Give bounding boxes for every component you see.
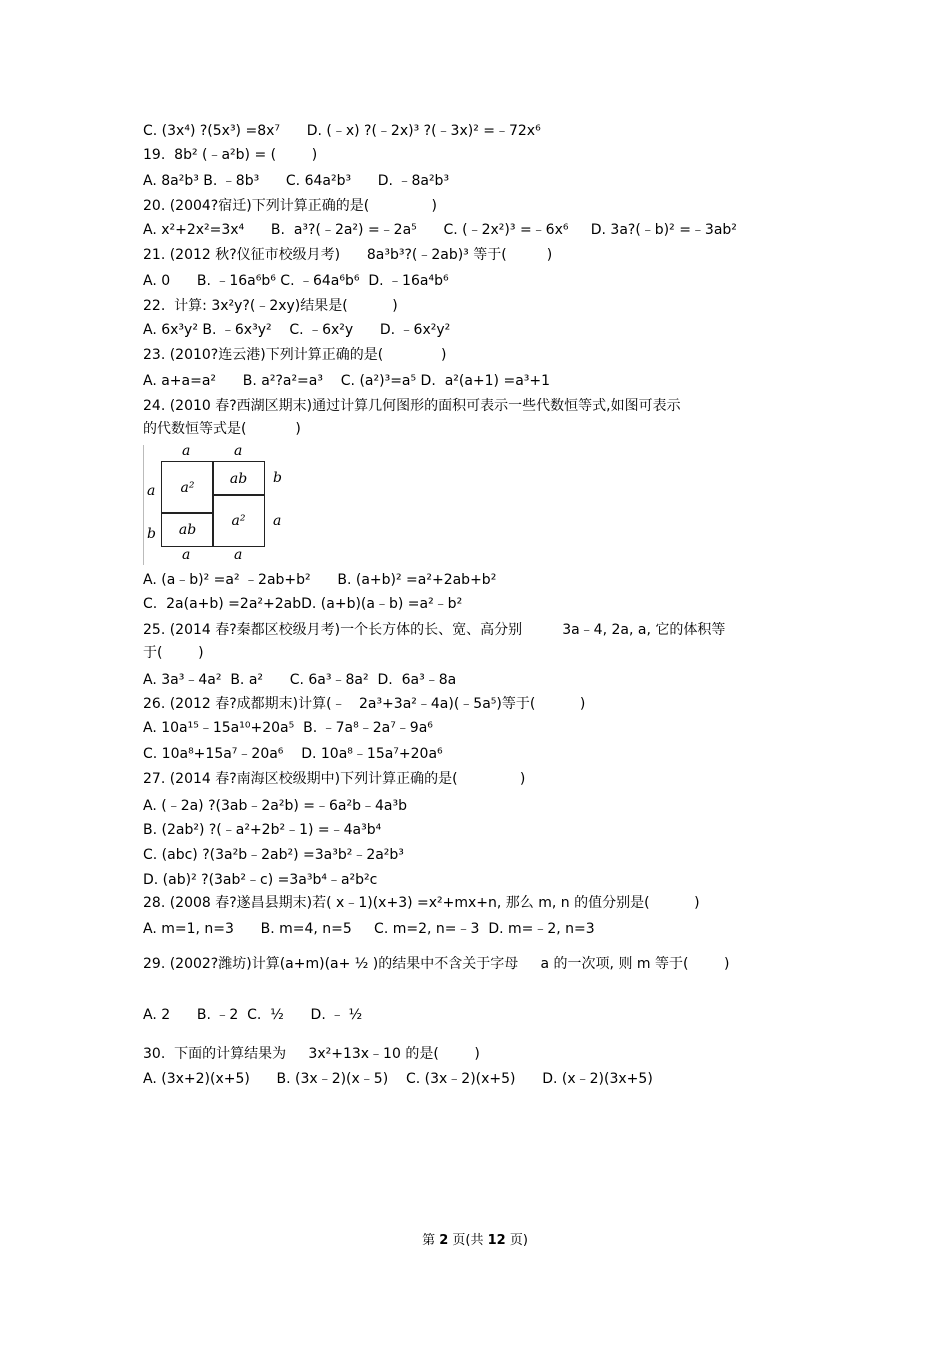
line-19: A. 10a¹⁵﹣15a¹⁰+20a⁵ B. ﹣7a⁸﹣2a⁷﹣9a⁶	[143, 720, 433, 736]
line-8: A. 6x³y² B. ﹣6x³y² C. ﹣6x²y D. ﹣6x²y²	[143, 322, 451, 338]
line-1: 19. 8b² (﹣a²b) = ( )	[143, 147, 318, 163]
line-4: A. x²+2x²=3x⁴ B. a³?(﹣2a²) =﹣2a⁵ C. (﹣2x²)³ =﹣6x⁶ D. 3a?(﹣b)² =﹣3ab²	[143, 222, 737, 238]
line-31: A. (3x+2)(x+5) B. (3x﹣2)(x﹣5) C. (3x﹣2)(x+5) D. (x﹣2)(3x+5)	[143, 1071, 653, 1087]
line-18: 26. (2012 春?成都期末)计算(﹣ 2a³+3a²﹣4a)(﹣5a⁵)等于( )	[143, 696, 586, 712]
line-21: 27. (2014 春?南海区校级期中)下列计算正确的是( )	[143, 771, 526, 787]
line-13: A. (a﹣b)² =a² ﹣2ab+b² B. (a+b)² =a²+2ab+b²	[143, 572, 497, 588]
line-22: A. (﹣2a) ?(3ab﹣2a²b) =﹣6a²b﹣4a³b	[143, 798, 407, 814]
line-25: D. (ab)² ?(3ab²﹣c) =3a³b⁴﹣a²b²c	[143, 872, 378, 888]
line-15: 25. (2014 春?秦都区校级月考)一个长方体的长、宽、高分别 3a﹣4, 2a, a, 它的体积等	[143, 622, 726, 638]
fig-top-label: a	[234, 443, 243, 459]
fig-top-label: a	[182, 443, 191, 459]
fig-cell-ab-bottom: ab	[161, 512, 214, 547]
line-17: A. 3a³﹣4a² B. a² C. 6a³﹣8a² D. 6a³﹣8a	[143, 672, 457, 688]
line-29: A. 2 B. ﹣2 C. ½ D. ﹣ ½	[143, 1007, 363, 1023]
line-28: 29. (2002?潍坊)计算(a+m)(a+ ½ )的结果中不含关于字母 a 的一次项, 则 m 等于( )	[143, 956, 730, 972]
line-24: C. (abc) ?(3a²b﹣2ab²) =3a³b²﹣2a²b³	[143, 847, 404, 863]
line-6: A. 0 B. ﹣16a⁶b⁶ C. ﹣64a⁶b⁶ D. ﹣16a⁴b⁶	[143, 273, 449, 289]
footer-prefix: 第	[422, 1233, 440, 1248]
fig-left-label: b	[147, 526, 156, 542]
line-2: A. 8a²b³ B. ﹣8b³ C. 64a²b³ D. ﹣8a²b³	[143, 173, 450, 189]
line-16: 于( )	[143, 645, 204, 661]
line-10: A. a+a=a² B. a²?a²=a³ C. (a²)³=a⁵ D. a²(a+1) =a³+1	[143, 373, 551, 389]
line-3: 20. (2004?宿迁)下列计算正确的是( )	[143, 198, 437, 214]
line-26: 28. (2008 春?遂昌县期末)若( x﹣1)(x+3) =x²+mx+n, 那么 m, n 的值分别是( )	[143, 895, 700, 911]
fig-bottom-label: a	[182, 547, 191, 563]
line-12: 的代数恒等式是( )	[143, 421, 301, 437]
footer-total-pages: 12	[487, 1233, 506, 1248]
fig-right-label: b	[273, 470, 282, 486]
line-30: 30. 下面的计算结果为 3x²+13x﹣10 的是( )	[143, 1046, 480, 1062]
fig-bottom-label: a	[234, 547, 243, 563]
line-23: B. (2ab²) ?(﹣a²+2b²﹣1) =﹣4a³b⁴	[143, 822, 382, 838]
line-5: 21. (2012 秋?仪征市校级月考) 8a³b³?(﹣2ab)³ 等于( )	[143, 247, 553, 263]
line-7: 22. 计算: 3x²y?(﹣2xy)结果是( )	[143, 298, 398, 314]
area-diagram	[143, 445, 294, 565]
footer-page-number: 2	[439, 1233, 449, 1248]
line-27: A. m=1, n=3 B. m=4, n=5 C. m=2, n=﹣3 D. m=﹣2, n=3	[143, 921, 595, 937]
fig-right-label: a	[273, 513, 282, 529]
line-20: C. 10a⁸+15a⁷﹣20a⁶ D. 10a⁸﹣15a⁷+20a⁶	[143, 746, 443, 762]
line-11: 24. (2010 春?西湖区期末)通过计算几何图形的面积可表示一些代数恒等式,如图可表示	[143, 398, 681, 414]
line-0: C. (3x⁴) ?(5x³) =8x⁷ D. (﹣x) ?(﹣2x)³ ?(﹣3x)² =﹣72x⁶	[143, 123, 541, 139]
fig-cell-a2-top: a²	[161, 461, 214, 514]
fig-cell-a2-bottom: a²	[212, 494, 265, 547]
footer-suffix: 页)	[505, 1233, 528, 1248]
footer-mid: 页(共	[448, 1233, 488, 1248]
line-14: C. 2a(a+b) =2a²+2abD. (a+b)(a﹣b) =a²﹣b²	[143, 596, 463, 612]
page-footer	[0, 1232, 950, 1250]
fig-left-label: a	[147, 483, 156, 499]
fig-cell-ab-top: ab	[212, 461, 265, 496]
line-9: 23. (2010?连云港)下列计算正确的是( )	[143, 347, 447, 363]
